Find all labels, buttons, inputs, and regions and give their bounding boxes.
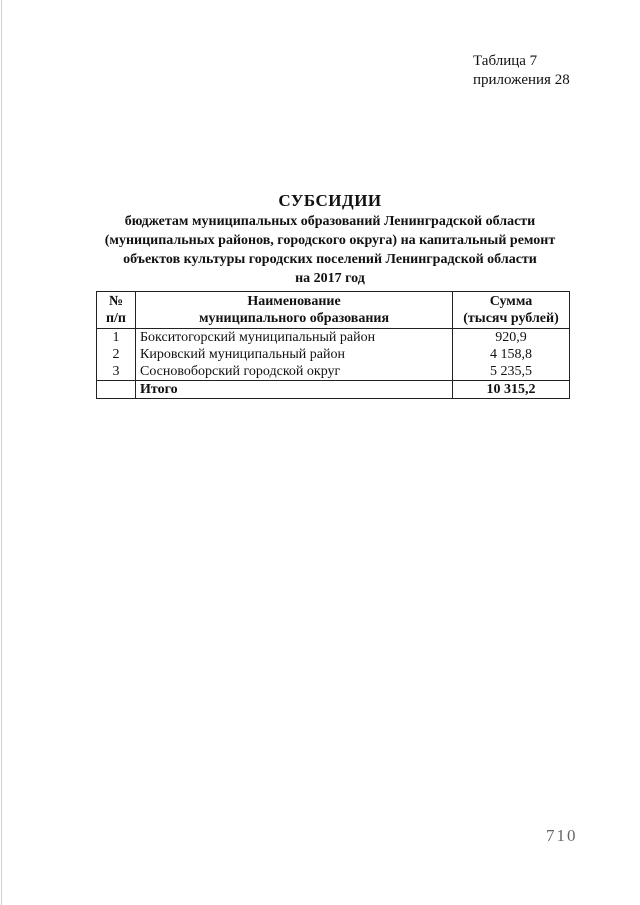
table-row: [97, 363, 570, 381]
document-title: [60, 190, 600, 288]
table-row: [97, 346, 570, 363]
title-line-4: на 2017 год: [295, 271, 365, 286]
header-name: Наименование муниципального образования: [135, 292, 452, 329]
header-sum: Сумма (тысяч рублей): [453, 292, 570, 329]
annex-appendix-label: приложения 28: [473, 72, 570, 88]
annex-table-label: Таблица 7: [473, 53, 538, 69]
scan-edge-line: [1, 0, 2, 905]
row-name: Кировский муниципальный район: [135, 346, 452, 363]
total-row: [97, 381, 570, 399]
header-number: № п/п: [97, 292, 136, 329]
row-number: 2: [97, 346, 136, 363]
table-row: [97, 329, 570, 347]
annex-reference: [473, 52, 570, 90]
row-name: Бокситогорский муниципальный район: [135, 329, 452, 347]
row-sum: 4 158,8: [453, 346, 570, 363]
total-sum: 10 315,2: [453, 381, 570, 399]
row-sum: 5 235,5: [453, 363, 570, 381]
title-line-1: бюджетам муниципальных образований Ленинградской области: [124, 214, 536, 229]
row-name: Сосновоборский городской округ: [135, 363, 452, 381]
row-number: 3: [97, 363, 136, 381]
total-number-cell: [97, 381, 136, 399]
table-header-row: [97, 292, 570, 329]
page-number: 710: [546, 826, 578, 845]
row-sum: 920,9: [453, 329, 570, 347]
title-main: СУБСИДИИ: [278, 191, 382, 210]
row-number: 1: [97, 329, 136, 347]
title-line-2: (муниципальных районов, городского округа) на капитальный ремонт: [104, 233, 556, 248]
title-line-3: объектов культуры городских поселений Ленинградской области: [123, 252, 537, 267]
subsidy-table: [96, 291, 570, 399]
total-label: Итого: [135, 381, 452, 399]
